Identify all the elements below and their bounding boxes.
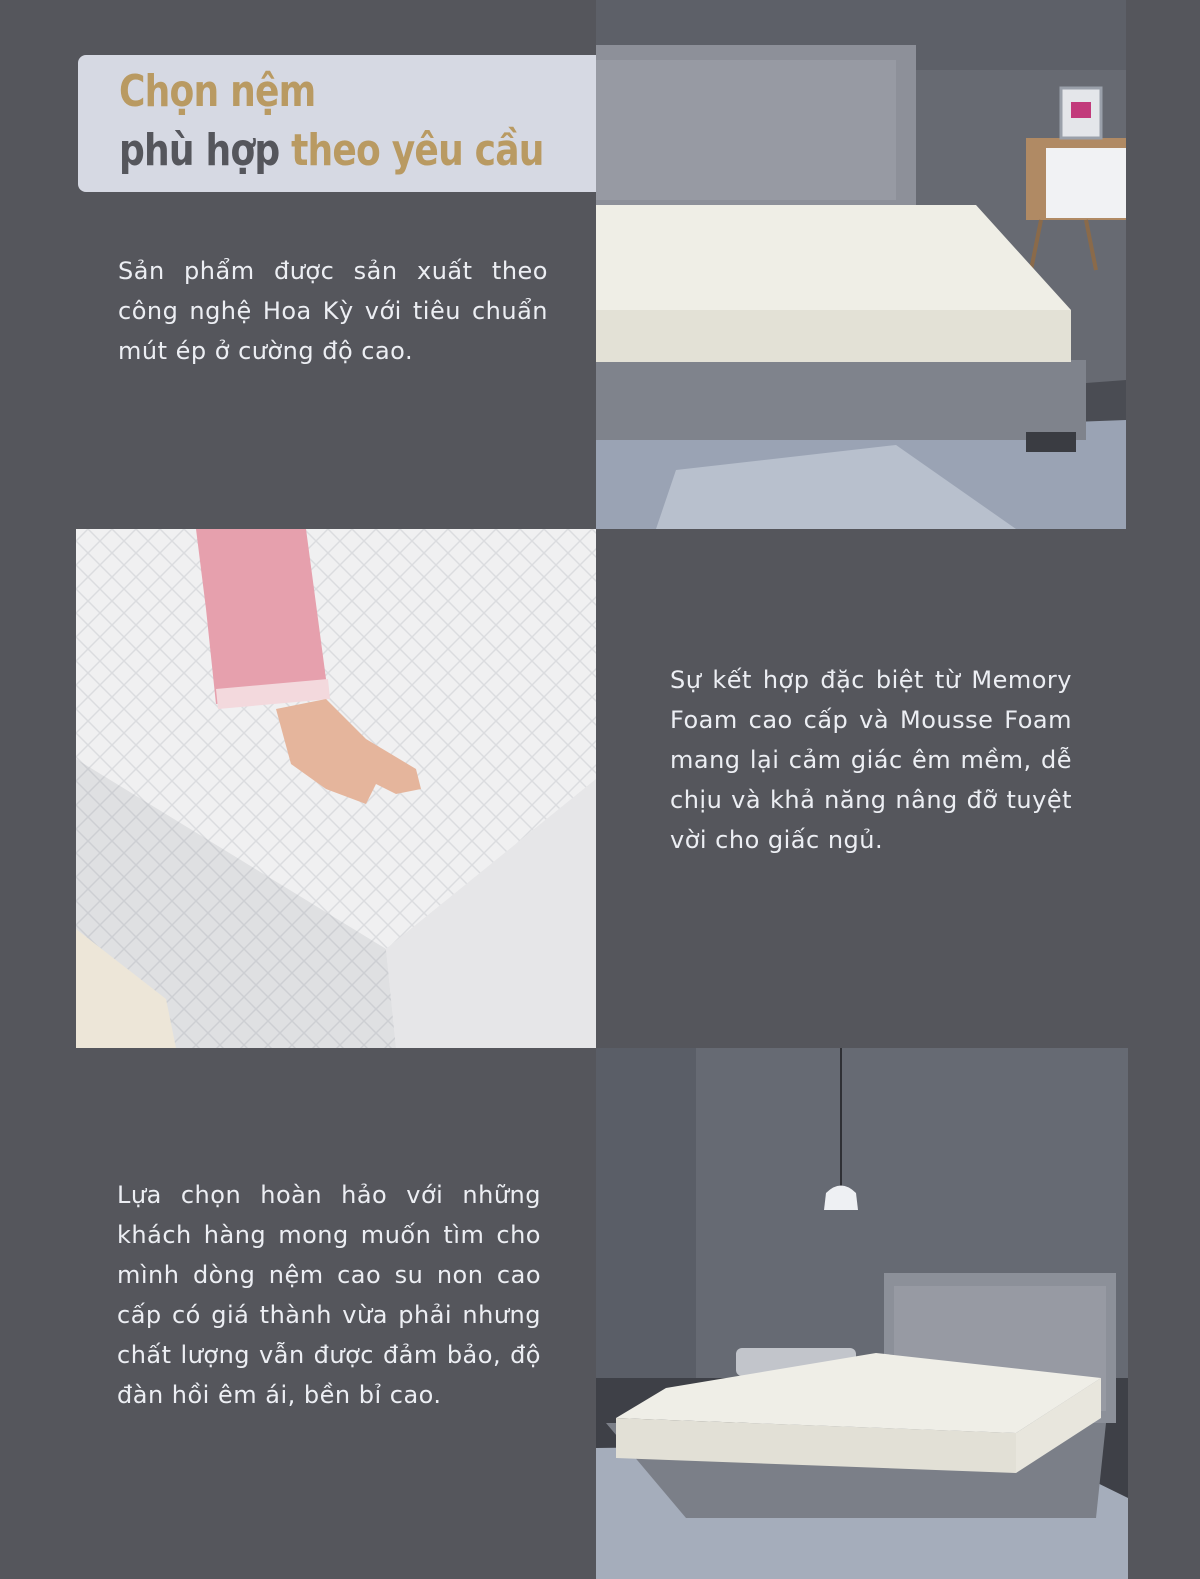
heading-line-2: [119, 121, 544, 181]
bed-photo-1: [596, 0, 1126, 529]
feature-text-2: Sự kết hợp đặc biệt từ Memory Foam cao cấp và Mousse Foam mang lại cảm giác êm mềm, dễ chịu và khả năng nâng đỡ tuyệt vời cho giấc ngủ.: [670, 666, 1072, 854]
heading-line-2-accent: theo yêu cầu: [291, 125, 544, 176]
bed-photo-2: [596, 1048, 1128, 1579]
feature-text-1: Sản phẩm được sản xuất theo công nghệ Hoa Kỳ với tiêu chuẩn mút ép ở cường độ cao.: [118, 257, 548, 365]
heading-line-1: Chọn nệm: [119, 66, 316, 117]
feature-text-3: Lựa chọn hoàn hảo với những khách hàng mong muốn tìm cho mình dòng nệm cao su non cao cấp có giá thành vừa phải nhưng chất lượng vẫn được đảm bảo, độ đàn hồi êm ái, bền bỉ cao.: [117, 1181, 541, 1409]
heading-box: [78, 55, 596, 192]
heading-line-2-plain: phù hợp: [119, 125, 292, 176]
mattress-touch-photo: [76, 529, 596, 1048]
